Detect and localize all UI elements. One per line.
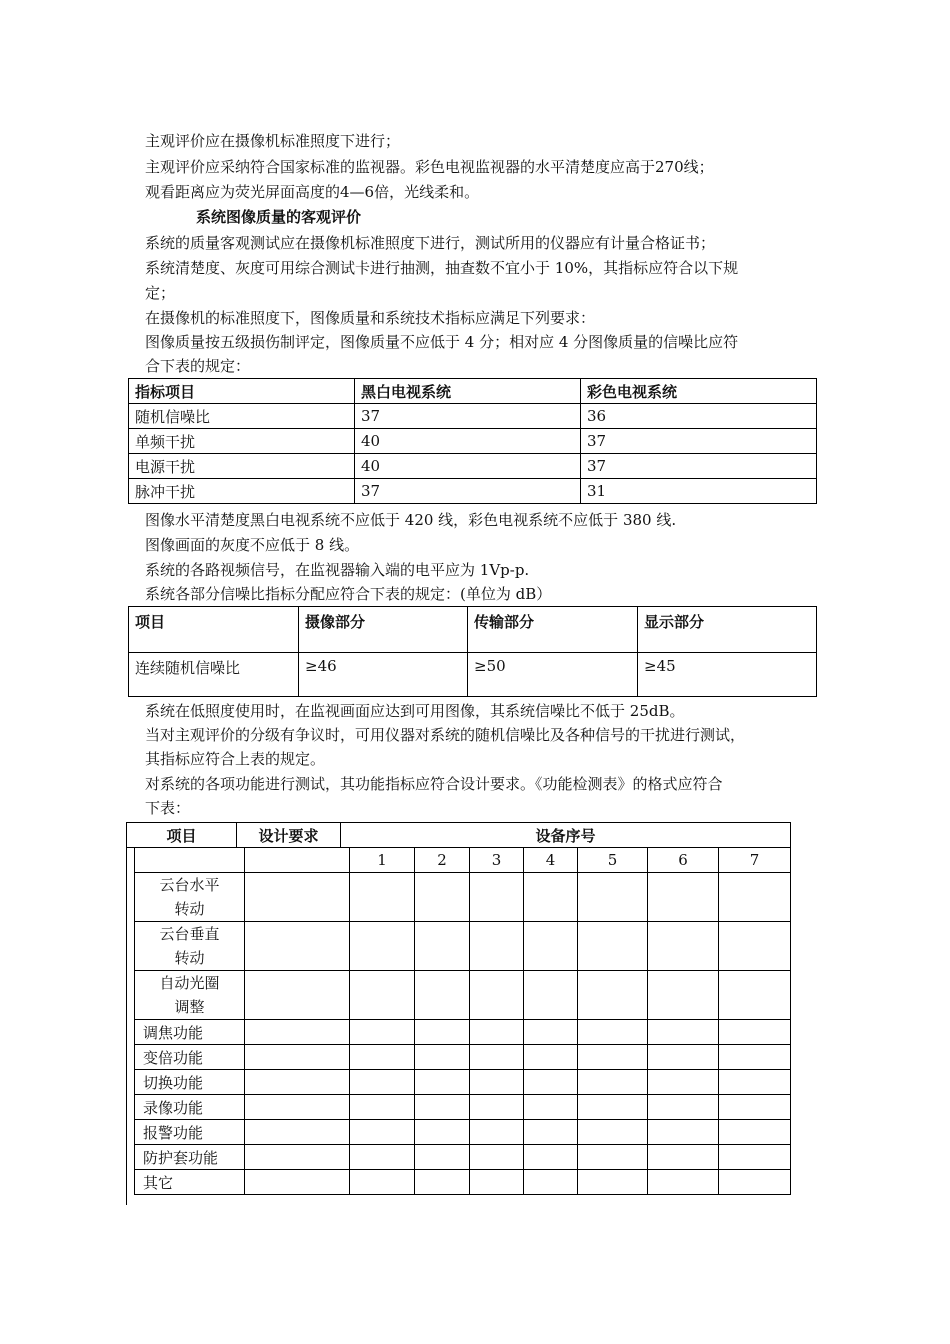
function-name: 云台水平 转动 xyxy=(135,873,245,922)
table-cell: 随机信噪比 xyxy=(129,404,355,429)
paragraph-4: 系统的质量客观测试应在摄像机标准照度下进行，测试所用的仪器应有计量合格证书； xyxy=(145,234,716,252)
table-cell: 单频干扰 xyxy=(129,429,355,454)
table-left-edge xyxy=(126,847,127,1205)
paragraph-9: 图像画面的灰度不应低于 8 线。 xyxy=(145,536,360,554)
function-name: 其它 xyxy=(135,1170,245,1195)
paragraph-7b: 合下表的规定： xyxy=(145,357,251,375)
table-row xyxy=(135,1170,791,1195)
table-row xyxy=(135,1145,791,1170)
header-cell: 设计要求 xyxy=(237,823,341,848)
table-header-row xyxy=(129,607,817,653)
function-name: 防护套功能 xyxy=(135,1145,245,1170)
header-cell: 彩色电视系统 xyxy=(581,379,817,404)
table-cell: 40 xyxy=(355,429,581,454)
function-name: 变倍功能 xyxy=(135,1045,245,1070)
table-row xyxy=(135,873,791,922)
table-cell: ≥50 xyxy=(468,653,638,697)
table-row xyxy=(135,1070,791,1095)
table-cell xyxy=(135,848,245,873)
table-cell: 电源干扰 xyxy=(129,454,355,479)
paragraph-3: 观看距离应为荧光屏面高度的4—6倍，光线柔和。 xyxy=(145,183,480,201)
paragraph-13a: 当对主观评价的分级有争议时，可用仪器对系统的随机信噪比及各种信号的干扰进行测试， xyxy=(145,726,746,744)
table-header-row xyxy=(127,823,791,848)
device-number: 4 xyxy=(524,848,578,873)
table-cell: 37 xyxy=(355,404,581,429)
table-row xyxy=(129,653,817,697)
table-number-row xyxy=(135,848,791,873)
table-row xyxy=(129,479,817,504)
header-cell: 传输部分 xyxy=(468,607,638,653)
table-row xyxy=(135,1120,791,1145)
table-cell: 脉冲干扰 xyxy=(129,479,355,504)
section-heading: 系统图像质量的客观评价 xyxy=(196,208,362,226)
paragraph-11: 系统各部分信噪比指标分配应符合下表的规定：(单位为 dB） xyxy=(145,585,552,603)
snr-allocation-table xyxy=(128,606,817,697)
paragraph-7a: 图像质量按五级损伤制评定，图像质量不应低于 4 分；相对应 4 分图像质量的信噪比应符 xyxy=(145,333,739,351)
paragraph-2: 主观评价应采纳符合国家标准的监视器。彩色电视监视器的水平清楚度应高于270线； xyxy=(145,158,714,176)
header-cell: 设备序号 xyxy=(341,823,791,848)
table-cell: 连续随机信噪比 xyxy=(129,653,299,697)
function-name: 自动光圈 调整 xyxy=(135,971,245,1020)
table-cell: 36 xyxy=(581,404,817,429)
paragraph-10: 系统的各路视频信号，在监视器输入端的电平应为 1Vp-p. xyxy=(145,561,530,579)
paragraph-5a: 系统清楚度、灰度可用综合测试卡进行抽测，抽查数不宜小于 10%，其指标应符合以下规 xyxy=(145,259,739,277)
table-cell: ≥46 xyxy=(299,653,468,697)
function-name: 报警功能 xyxy=(135,1120,245,1145)
table-cell xyxy=(245,848,350,873)
table-row xyxy=(135,971,791,1020)
table-cell: 40 xyxy=(355,454,581,479)
function-check-header xyxy=(126,822,791,848)
paragraph-14b: 下表： xyxy=(145,799,191,817)
function-name: 调焦功能 xyxy=(135,1020,245,1045)
paragraph-5b: 定； xyxy=(145,284,176,302)
table-row xyxy=(129,429,817,454)
paragraph-1: 主观评价应在摄像机标准照度下进行； xyxy=(145,132,401,150)
paragraph-6: 在摄像机的标准照度下，图像质量和系统技术指标应满足下列要求： xyxy=(145,309,596,327)
function-name: 云台垂直 转动 xyxy=(135,922,245,971)
function-name: 切换功能 xyxy=(135,1070,245,1095)
table-cell: 37 xyxy=(581,429,817,454)
paragraph-14a: 对系统的各项功能进行测试，其功能指标应符合设计要求。《功能检测表》的格式应符合 xyxy=(145,775,723,793)
snr-table xyxy=(128,378,817,504)
header-cell: 项目 xyxy=(129,607,299,653)
device-number: 5 xyxy=(578,848,648,873)
function-check-table xyxy=(134,847,791,1195)
header-cell: 显示部分 xyxy=(638,607,817,653)
header-cell: 指标项目 xyxy=(129,379,355,404)
device-number: 3 xyxy=(470,848,524,873)
table-row xyxy=(135,1020,791,1045)
header-cell: 摄像部分 xyxy=(299,607,468,653)
table-cell: 37 xyxy=(581,454,817,479)
paragraph-13b: 其指标应符合上表的规定。 xyxy=(145,750,326,768)
header-cell: 项目 xyxy=(127,823,237,848)
table-cell: 31 xyxy=(581,479,817,504)
table-row xyxy=(135,922,791,971)
header-cell: 黑白电视系统 xyxy=(355,379,581,404)
paragraph-12: 系统在低照度使用时，在监视画面应达到可用图像，其系统信噪比不低于 25dB。 xyxy=(145,702,685,720)
function-name: 录像功能 xyxy=(135,1095,245,1120)
device-number: 2 xyxy=(415,848,470,873)
table-row xyxy=(129,454,817,479)
table-row xyxy=(135,1045,791,1070)
table-cell: 37 xyxy=(355,479,581,504)
device-number: 7 xyxy=(719,848,791,873)
device-number: 6 xyxy=(648,848,719,873)
table-row xyxy=(135,1095,791,1120)
table-header-row xyxy=(129,379,817,404)
table-row xyxy=(129,404,817,429)
paragraph-8: 图像水平清楚度黑白电视系统不应低于 420 线，彩色电视系统不应低于 380 线. xyxy=(145,511,677,529)
device-number: 1 xyxy=(350,848,415,873)
table-cell: ≥45 xyxy=(638,653,817,697)
